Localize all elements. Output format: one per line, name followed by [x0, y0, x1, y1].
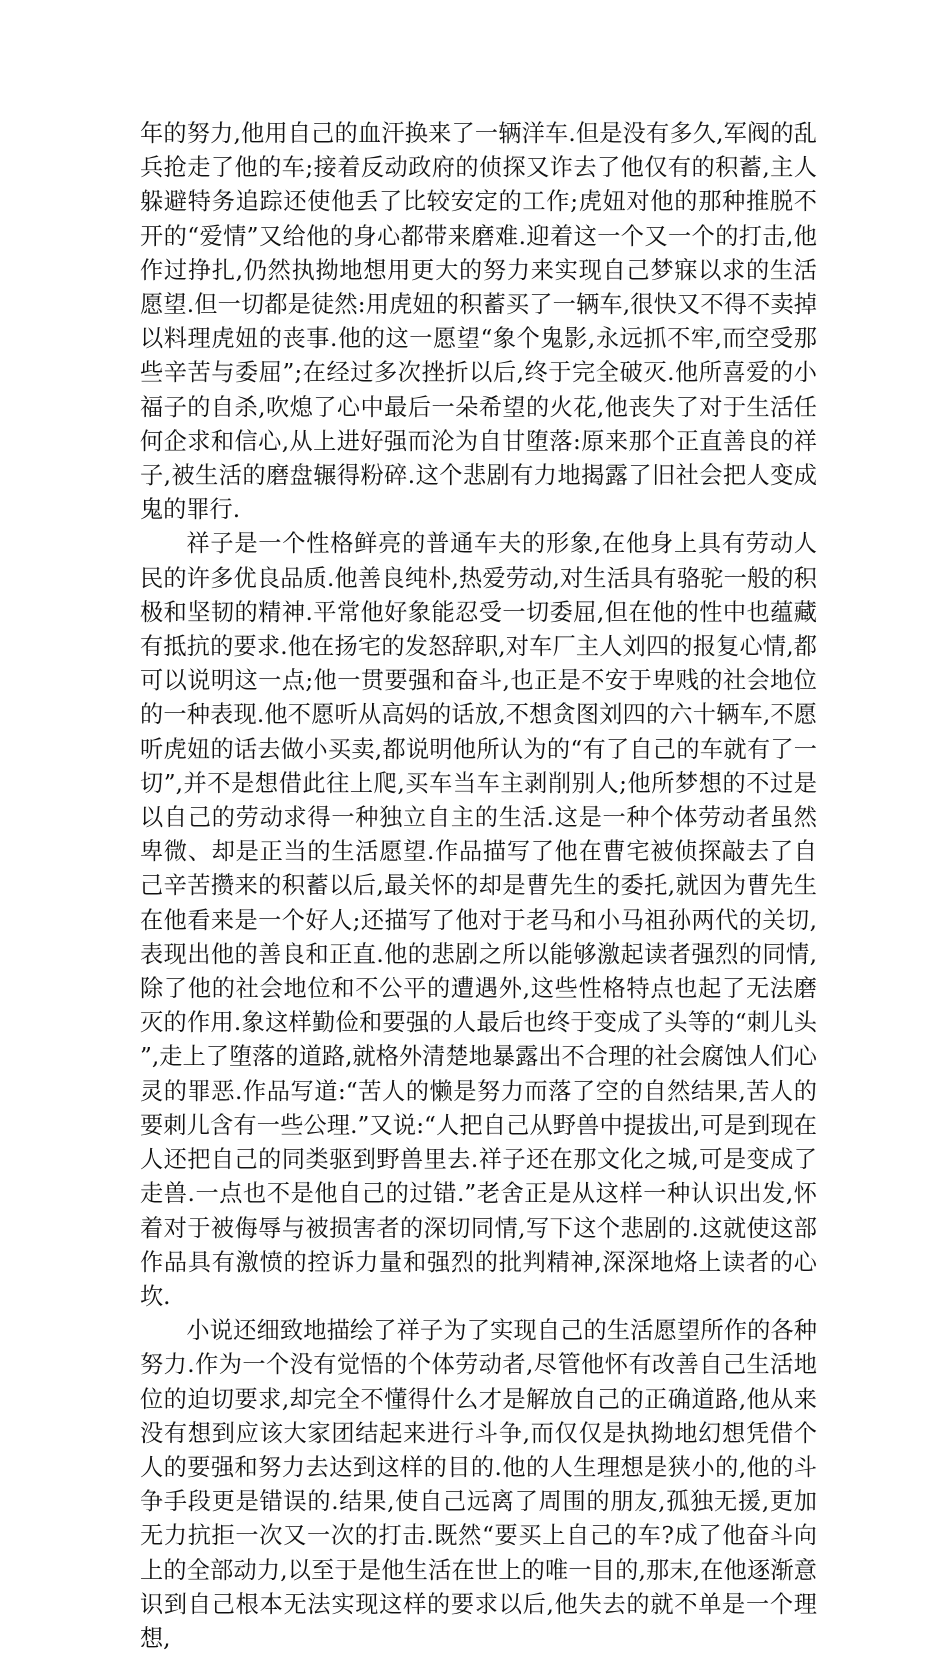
paragraph-2: 祥子是一个性格鲜亮的普通车夫的形象,在他身上具有劳动人民的许多优良品质.他善良纯朴,热爱劳动,对生活具有骆驼一般的积极和坚韧的精神.平常他好象能忍受一切委屈,但在他的性中也蕴藏有抵抗的要求.他在扬宅的发怒辞职,对车厂主人刘四的报复心情,都可以说明这一点;他一贯要强和奋斗,也正是不安于卑贱的社会地位的一种表现.他不愿听从高妈的话放,不想贪图刘四的六十辆车,不愿听虎妞的话去做小买卖,都说明他所认为的“有了自己的车就有了一切”,并不是想借此往上爬,买车当车主剥削别人;他所梦想的不过是以自己的劳动求得一种独立自主的生活.这是一种个体劳动者虽然卑微、却是正当的生活愿望.作品描写了他在曹宅被侦探敲去了自己辛苦攒来的积蓄以后,最关怀的却是曹先生的委托,就因为曹先生在他看来是一个好人;还描写了他对于老马和小马祖孙两代的关切,表现出他的善良和正直.他的悲剧之所以能够激起读者强烈的同情,除了他的社会地位和不公平的遭遇外,这些性格特点也起了无法磨灭的作用.象这样勤俭和要强的人最后也终于变成了头等的“刺儿头”,走上了堕落的道路,就格外清楚地暴露出不合理的社会腐蚀人们心灵的罪恶.作品写道:“苦人的懒是努力而落了空的自然结果,苦人的要刺儿含有一些公理.”又说:“人把自己从野兽中提拔出,可是到现在人还把自己的同类驱到野兽里去.祥子还在那文化之城,可是变成了走兽.一点也不是他自己的过错.”老舍正是从这样一种认识出发,怀着对于被侮辱与被损害者的深切同情,写下这个悲剧的.这就使这部作品具有激愤的控诉力量和强烈的批判精神,深深地烙上读者的心坎.: [140, 530, 817, 1310]
paragraph-3: 小说还细致地描绘了祥子为了实现自己的生活愿望所作的各种努力.作为一个没有觉悟的个体劳动者,尽管他怀有改善自己生活地位的迫切要求,却完全不懂得什么才是解放自己的正确道路,他从来没有想到应该大家团结起来进行斗争,而仅仅是执拗地幻想凭借个人的要强和努力去达到这样的目的.他的人生理想是狭小的,他的斗争手段更是错误的.结果,使自己远离了周围的朋友,孤独无援,更加无力抗拒一次又一次的打击.既然“要买上自己的车?成了他奋斗向上的全部动力,以至于是他生活在世上的唯一目的,那末,在他逐渐意识到自己根本无法实现这样的要求以后,他失去的就不单是一个理想,: [140, 1317, 817, 1652]
document-body: [140, 117, 817, 1656]
paragraph-1: 年的努力,他用自己的血汗换来了一辆洋车.但是没有多久,军阀的乱兵抢走了他的车;接着反动政府的侦探又诈去了他仅有的积蓄,主人躲避特务追踪还使他丢了比较安定的工作;虎妞对他的那种推脱不开的“爱情”又给他的身心都带来磨难.迎着这一个又一个的打击,他作过挣扎,仍然执拗地想用更大的努力来实现自己梦寐以求的生活愿望.但一切都是徒然:用虎妞的积蓄买了一辆车,很快又不得不卖掉以料理虎妞的丧事.他的这一愿望“象个鬼影,永远抓不牢,而空受那些辛苦与委屈”;在经过多次挫折以后,终于完全破灭.他所喜爱的小福子的自杀,吹熄了心中最后一朵希望的火花,他丧失了对于生活任何企求和信心,从上进好强而沦为自甘堕落:原来那个正直善良的祥子,被生活的磨盘辗得粉碎.这个悲剧有力地揭露了旧社会把人变成鬼的罪行.: [140, 120, 817, 524]
